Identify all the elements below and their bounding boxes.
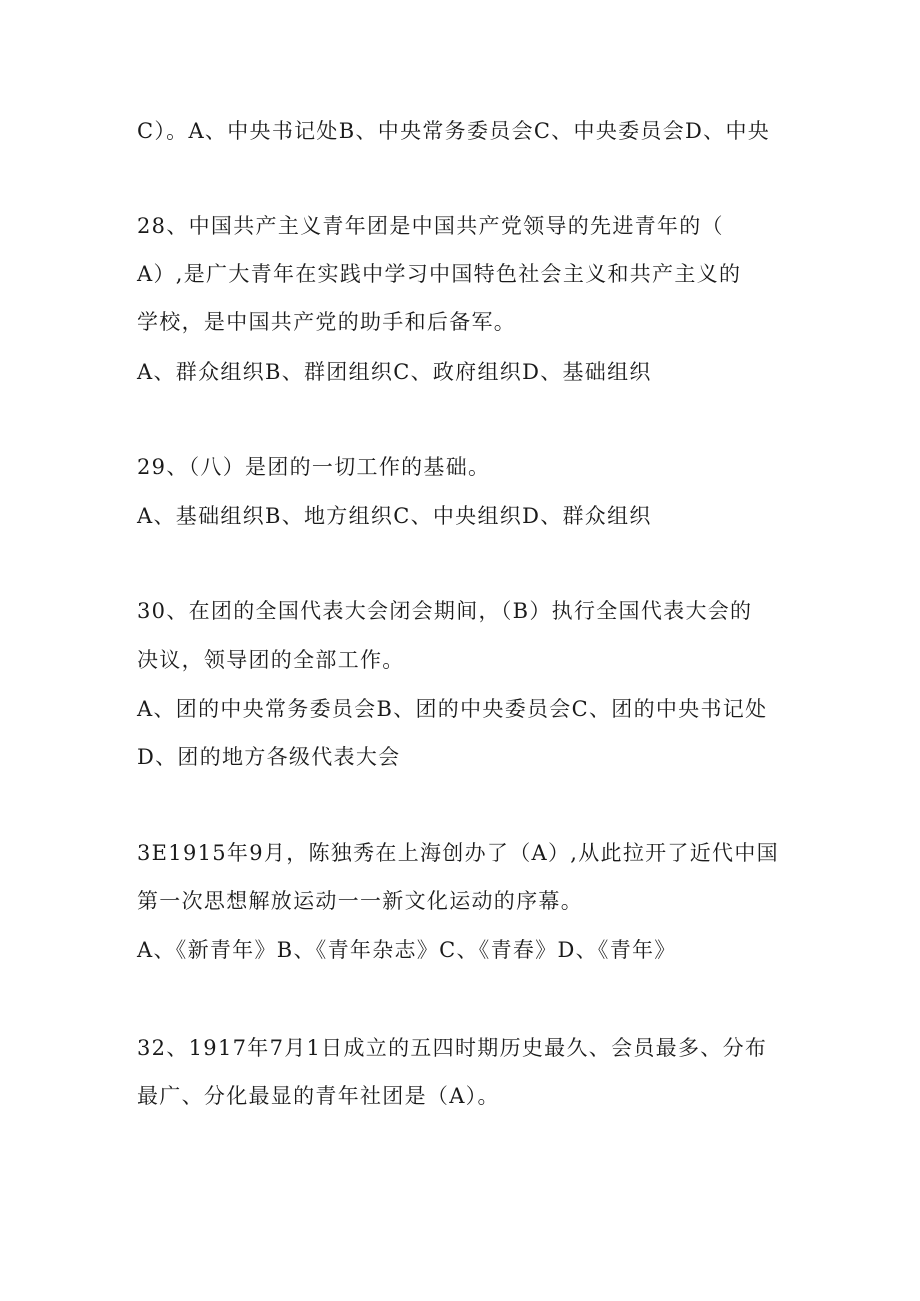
q28-stem-line-3: 学校，是中国共产党的助手和后备军。	[137, 310, 517, 334]
q28-options: A、群众组织B、群团组织C、政府组织D、基础组织	[137, 360, 652, 384]
q28-stem-line-2: A）,是广大青年在实践中学习中国特色社会主义和共产主义的	[137, 262, 742, 286]
q30-stem-line-1: 30、在团的全国代表大会闭会期间，（B）执行全国代表大会的	[137, 599, 753, 623]
q31-options: A、《新青年》B、《青年杂志》C、《青春》D、《青年》	[137, 938, 677, 962]
q30-options-line-1: A、团的中央常务委员会B、团的中央委员会C、团的中央书记处	[137, 697, 768, 721]
q32-stem-line-1: 32、1917年7月1日成立的五四时期历史最久、会员最多、分布	[137, 1036, 768, 1060]
q28-stem-line-1: 28、中国共产主义青年团是中国共产党领导的先进青年的（	[137, 214, 724, 238]
q29-stem-line-1: 29、（八）是团的一切工作的基础。	[137, 455, 491, 479]
q27-tail-line: C）。A、中央书记处B、中央常务委员会C、中央委员会D、中央	[137, 119, 771, 143]
q32-stem-line-2: 最广、分化最显的青年社团是（A）。	[137, 1084, 500, 1108]
q31-stem-line-2: 第一次思想解放运动一一新文化运动的序幕。	[137, 889, 583, 913]
q30-options-line-2: D、团的地方各级代表大会	[137, 745, 401, 769]
q30-stem-line-2: 决议，领导团的全部工作。	[137, 648, 405, 672]
q29-options: A、基础组织B、地方组织C、中央组织D、群众组织	[137, 504, 652, 528]
q31-stem-line-1: 3E1915年9月，陈独秀在上海创办了（A）,从此拉开了近代中国	[137, 841, 779, 865]
